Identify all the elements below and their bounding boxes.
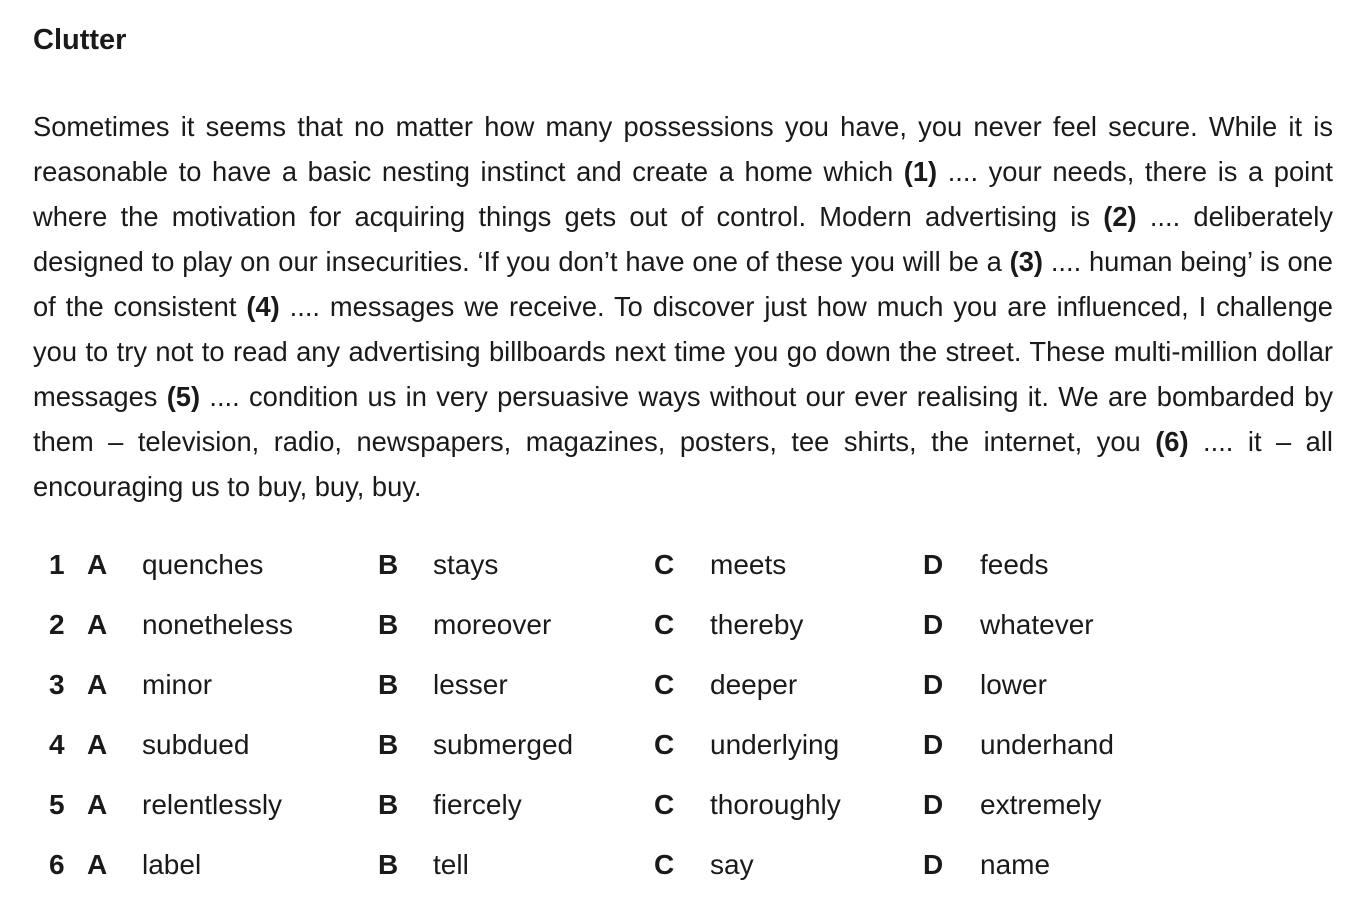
question-row [0,660,1362,720]
gap-number: (4) [246,291,280,322]
option-word-b: moreover [433,609,552,640]
passage-segment: Sometimes it seems that no matter how many possessions you have, you never feel secure. While it is reasonable to have a basic nesting instinct and create a home which [33,111,1333,187]
gap-number: (1) [903,156,938,187]
option-word-a: nonetheless [142,609,294,640]
passage-segment: .... deliberately designed to play on our insecurities. ‘If you don’t have one of these you will be a [33,201,1334,277]
passage-text [33,104,1333,509]
question-row [0,780,1362,840]
option-letter-a: A [87,609,108,640]
option-letter-c: C [654,849,675,880]
option-letter-a: A [87,849,108,880]
option-letter-d: D [923,609,944,640]
option-word-d: name [980,849,1051,880]
option-letter-d: D [923,849,944,880]
option-word-d: lower [980,669,1047,700]
option-letter-c: C [654,549,675,580]
option-word-c: meets [710,549,787,580]
option-word-b: stays [433,549,499,580]
question-row [0,540,1362,600]
option-word-b: lesser [433,669,508,700]
option-letter-a: A [87,729,108,760]
option-letter-c: C [654,669,675,700]
option-word-d: underhand [980,729,1114,760]
gap-number: (3) [1009,246,1044,277]
option-letter-b: B [378,729,399,760]
option-letter-c: C [654,729,675,760]
option-word-c: underlying [710,729,840,760]
option-word-c: deeper [710,669,798,700]
option-letter-b: B [378,789,399,820]
question-number: 1 [49,549,65,580]
option-word-c: thoroughly [710,789,841,820]
question-row [0,720,1362,780]
page-title: Clutter [33,24,127,56]
question-number: 6 [49,849,65,880]
option-letter-a: A [87,549,108,580]
option-word-a: quenches [142,549,264,580]
option-word-b: tell [433,849,469,880]
answer-options [0,540,1362,900]
option-letter-b: B [378,669,399,700]
option-letter-d: D [923,729,944,760]
option-letter-b: B [378,849,399,880]
option-letter-a: A [87,669,108,700]
option-word-c: thereby [710,609,804,640]
option-word-b: submerged [433,729,574,760]
option-word-d: feeds [980,549,1049,580]
option-letter-d: D [923,549,944,580]
option-letter-c: C [654,789,675,820]
question-number: 5 [49,789,65,820]
question-number: 3 [49,669,65,700]
option-word-c: say [710,849,754,880]
option-word-a: minor [142,669,213,700]
passage-segment: .... it – all encouraging us to buy, buy, buy. [33,426,1333,502]
question-number: 2 [49,609,65,640]
option-letter-d: D [923,669,944,700]
option-letter-b: B [378,609,399,640]
passage-segment: .... condition us in very persuasive ways without our ever realising it. We are bombarded by them – television, radio, newspapers, magazines, posters, tee shirts, the internet, you [33,381,1333,457]
gap-number: (5) [166,381,201,412]
option-word-b: fiercely [433,789,522,820]
gap-number: (6) [1155,426,1189,457]
passage-segment: .... messages we receive. To discover just how much you are influenced, I challenge you to try not to read any advertising billboards next time you go down the street. These multi-million dollar messages [33,291,1333,412]
option-word-d: extremely [980,789,1102,820]
option-word-a: relentlessly [142,789,283,820]
passage-segment: .... your needs, there is a point where the motivation for acquiring things gets out of control. Modern advertising is [33,156,1333,232]
option-word-d: whatever [980,609,1094,640]
option-word-a: subdued [142,729,250,760]
question-row [0,840,1362,900]
option-letter-b: B [378,549,399,580]
option-letter-c: C [654,609,675,640]
question-row [0,600,1362,660]
gap-number: (2) [1103,201,1137,232]
question-number: 4 [49,729,65,760]
option-word-a: label [142,849,202,880]
passage-segment: .... human being’ is one of the consistent [33,246,1333,322]
option-letter-d: D [923,789,944,820]
option-letter-a: A [87,789,108,820]
